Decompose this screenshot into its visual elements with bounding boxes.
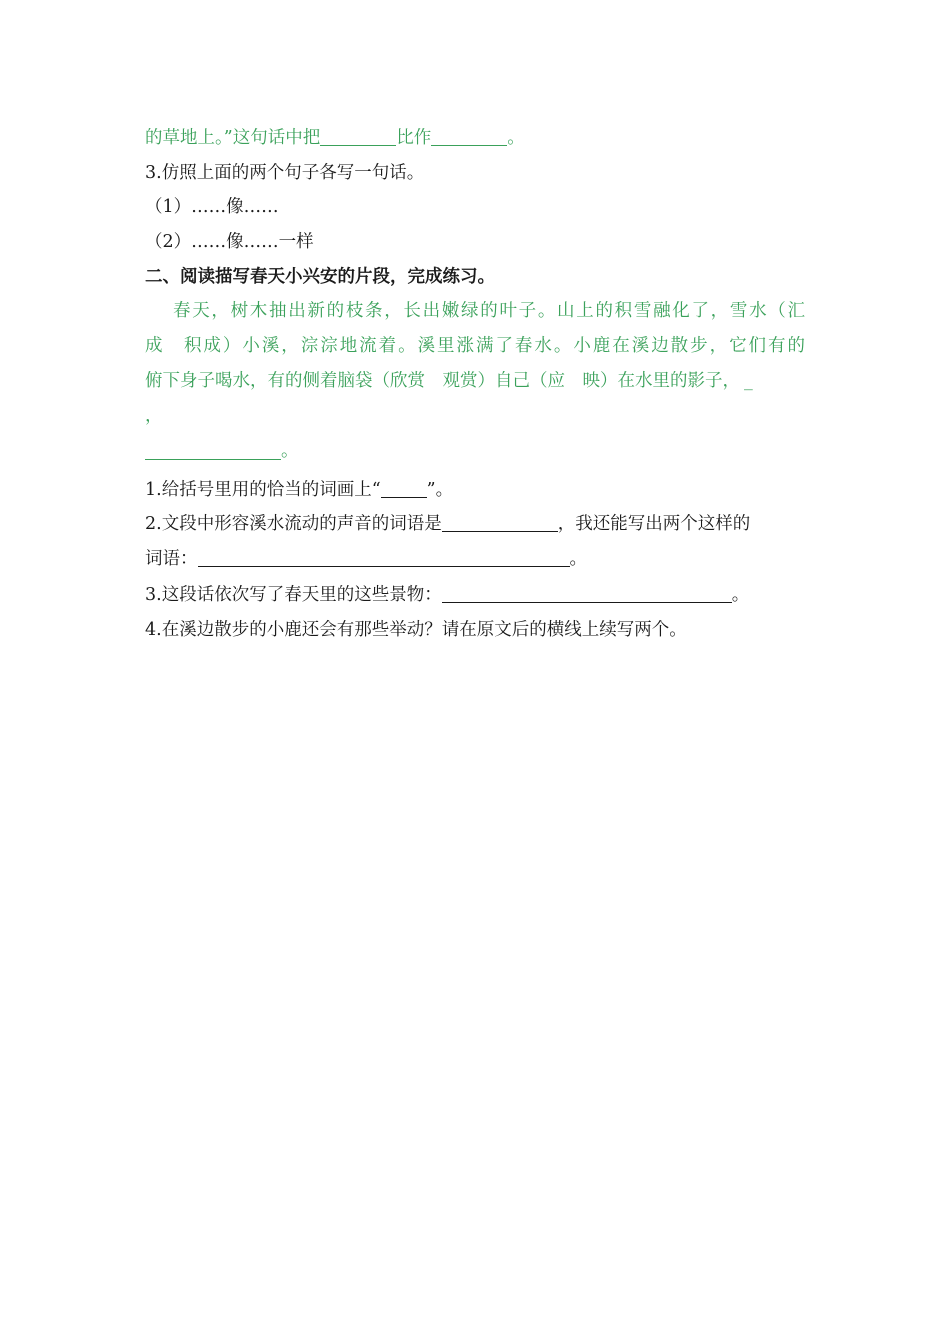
question-text: ，我还能写出两个这样的 [557, 514, 751, 534]
question-text: 3.这段话依次写了春天里的这些景物： [145, 585, 442, 605]
question-text: ”。 [426, 480, 454, 500]
question-1 [145, 478, 453, 502]
passage-text: 俯下身子喝水，有的侧着脑袋（欣赏 观赏）自己（应 映）在水里的影子， [145, 371, 740, 391]
question-2-continued [145, 547, 587, 571]
question-text: 1.给括号里用的恰当的词画上“ [145, 480, 381, 500]
question-4: 4.在溪边散步的小鹿还会有那些举动？请在原文后的横线上续写两个。 [145, 620, 687, 640]
passage-line: ， [145, 406, 163, 426]
question-text: 。 [569, 549, 587, 569]
question-text: 比作 [396, 128, 432, 148]
section-2-heading: 二、阅读描写春天小兴安的片段，完成练习。 [145, 267, 495, 287]
question-text: 。 [507, 128, 525, 148]
passage-line [145, 364, 805, 399]
question-text: 词语： [145, 549, 198, 569]
continuation-blank[interactable] [145, 437, 281, 460]
question-3 [145, 583, 749, 607]
question-3-2-label: （2）……像……一样 [145, 232, 314, 252]
question-3-label: 3.仿照上面的两个句子各写一句话。 [145, 163, 425, 183]
answer-blank[interactable] [431, 127, 507, 146]
reading-passage [145, 294, 805, 469]
answer-blank[interactable] [381, 479, 427, 498]
question-text: 2.文段中形容溪水流动的声音的词语是 [145, 514, 442, 534]
passage-line: 春天，树木抽出新的枝条，长出嫩绿的叶子。山上的积雪融化了，雪水（汇 [173, 301, 805, 321]
answer-blank[interactable] [198, 548, 570, 567]
answer-blank[interactable] [320, 127, 396, 146]
question-text: 的草地上。”这句话中把 [145, 128, 321, 148]
passage-blank-start[interactable]: _ [744, 371, 753, 391]
passage-line [145, 434, 805, 469]
answer-blank[interactable] [442, 584, 732, 603]
answer-blank[interactable] [442, 513, 558, 532]
question-text: 。 [731, 585, 750, 605]
question-2 [145, 512, 750, 536]
question-3-1-label: （1）……像…… [145, 197, 279, 217]
passage-line: 成 积成）小溪，淙淙地流着。溪里涨满了春水。小鹿在溪边散步，它们有的 [145, 336, 805, 356]
passage-text: 。 [281, 441, 299, 461]
continued-question-line [145, 126, 525, 150]
